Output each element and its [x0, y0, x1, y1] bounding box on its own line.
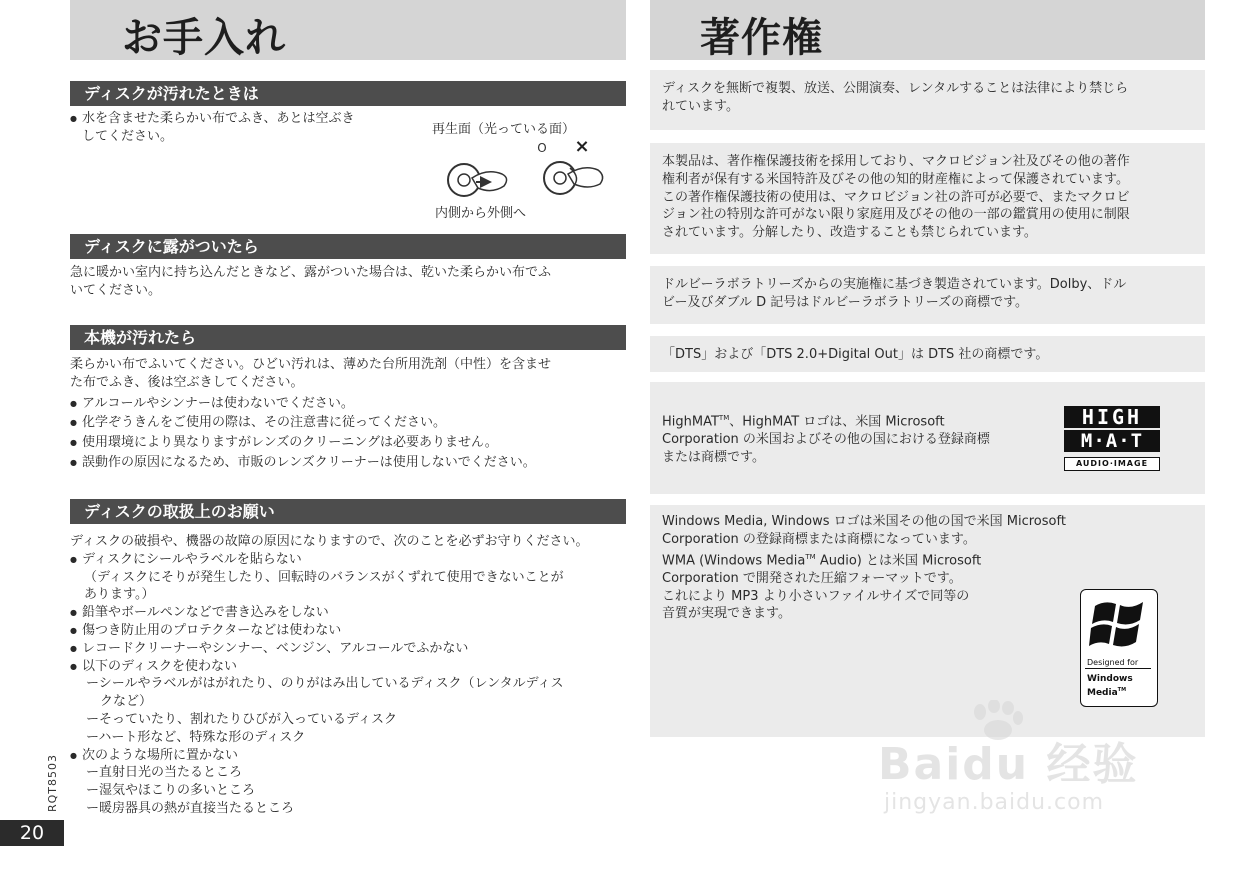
page-number: 20	[0, 820, 64, 846]
list-item: ● 誤動作の原因になるため、市販のレンズクリーナーは使用しないでください。	[70, 454, 626, 472]
disc-wiping-illustration	[432, 138, 612, 202]
list-item: ● 化学ぞうきんをご使用の際は、その注意書に従ってください。	[70, 414, 626, 432]
figure-caption-top: 再生面（光っている面）	[432, 122, 576, 137]
note-line: （ディスクにそりが発生したり、回転時のバランスがくずれて使用できないことが	[84, 569, 564, 585]
highmat-logo-line3: AUDIO·IMAGE	[1064, 457, 1160, 471]
logo-windows: Windows	[1087, 674, 1133, 684]
section-heading-condensation: ディスクに露がついたら	[70, 234, 626, 259]
sub-item: ー湿気やほこりの多いところ	[86, 783, 256, 799]
windows-media-logo	[1080, 589, 1158, 707]
highmat-text	[662, 410, 1052, 467]
section-heading-unit-dirty: 本機が汚れたら	[70, 325, 626, 350]
ng-mark: ×	[574, 138, 590, 157]
list-item: ● 水を含ませた柔らかい布でふき、あとは空ぶき	[70, 110, 410, 128]
sub-item: ー暖房器具の熱が直接当たるところ	[86, 800, 295, 816]
document-code: RQT8503	[46, 753, 59, 812]
text-fragment: WMA (Windows Media	[662, 552, 806, 568]
watermark-main: Baidu 经验	[878, 739, 1139, 790]
text-fragment: HighMAT	[662, 414, 719, 430]
text-line: 本製品は、著作権保護技術を採用しており、マクロビジョン社及びその他の著作	[662, 154, 1130, 169]
section-heading-disc-dirty: ディスクが汚れたときは	[70, 81, 626, 106]
list-item: ● 傷つき防止用のプロテクターなどは使わない	[70, 622, 630, 640]
text-line: この著作権保護技術の使用は、マクロビジョン社の許可が必要で、またマクロビ	[662, 189, 1130, 205]
text-line: た布でふき、後は空ぶきしてください。	[70, 374, 304, 390]
text-line: Corporation の米国およびその他の国における登録商標	[662, 432, 990, 448]
highmat-logo-line1: HIGH	[1064, 406, 1160, 428]
trademark-mark: TM	[805, 552, 816, 561]
logo-designed-for: Designed for	[1087, 658, 1139, 667]
title-bar-copyright	[650, 0, 1205, 60]
text-line: 「DTS」および「DTS 2.0+Digital Out」は DTS 社の商標です。	[662, 347, 1049, 362]
figure-caption-bottom: 内側から外側へ	[435, 206, 527, 221]
disc-dirty-text	[70, 110, 410, 146]
text-fragment: 、HighMAT ロゴは、米国 Microsoft	[729, 414, 945, 430]
baidu-watermark	[878, 700, 1178, 830]
text-line: ディスクの破損や、機器の故障の原因になりますので、次のことを必ずお守りください。	[70, 534, 589, 549]
highmat-logo	[1064, 406, 1160, 476]
highmat-box	[650, 382, 1205, 494]
dts-box	[650, 336, 1205, 372]
text-line: ジョン社の特別な許可がない限り家庭用及びその他の一部の鑑賞用の使用に制限	[662, 207, 1130, 223]
unit-dirty-text	[70, 356, 626, 472]
ok-mark: O	[537, 141, 547, 155]
windows-flag-icon	[1089, 596, 1149, 652]
logo-trademark: TM	[1117, 687, 1127, 693]
section-heading-disc-handling: ディスクの取扱上のお願い	[70, 499, 626, 524]
trademark-mark: TM	[718, 414, 730, 422]
highmat-logo-line2: M·A·T	[1064, 430, 1160, 452]
list-item: ● ディスクにシールやラベルを貼らない	[70, 551, 630, 569]
text-line: 柔らかい布でふいてください。ひどい汚れは、薄めた台所用洗剤（中性）を含ませ	[70, 357, 552, 372]
logo-divider	[1085, 668, 1151, 669]
text-line: Corporation で開発された圧縮フォーマットです。	[662, 570, 962, 586]
sub-item: ーシールやラベルがはがれたり、のりがはみ出しているディスク（レンタルディス	[86, 676, 564, 692]
disc-ng-illustration	[544, 162, 603, 194]
logo-media: Media	[1087, 688, 1118, 698]
page-title-copyright: 著作権	[700, 15, 823, 61]
condensation-text	[70, 264, 626, 300]
text-fragment: Audio) とは米国 Microsoft	[815, 552, 982, 568]
list-item: ● 使用環境により異なりますがレンズのクリーニングは必要ありません。	[70, 434, 626, 452]
text-line: または商標です。	[662, 449, 765, 465]
list-item: ● 以下のディスクを使わない	[70, 658, 630, 676]
text-line: 権利者が保有する米国特許及びその他の知的財産権によって保護されています。	[662, 171, 1129, 187]
list-item: ● 次のような場所に置かない	[70, 747, 630, 765]
list-item: ● レコードクリーナーやシンナー、ベンジン、アルコールでふかない	[70, 640, 630, 658]
text-line: 急に暖かい室内に持ち込んだときなど、露がついた場合は、乾いた柔らかい布でふ	[70, 265, 552, 280]
sub-item-continued: クなど）	[100, 694, 153, 710]
dolby-box	[650, 266, 1205, 324]
text-line: れています。	[662, 98, 739, 114]
text-line: Windows Media, Windows ロゴは米国その他の国で米国 Microsoft	[662, 514, 1066, 529]
disc-ok-illustration	[448, 164, 507, 196]
watermark-url: jingyan.baidu.com	[884, 790, 1105, 815]
sub-item: ーそっていたり、割れたりひびが入っているディスク	[86, 711, 397, 727]
page-title-care: お手入れ	[122, 15, 286, 61]
text-line: ディスクを無断で複製、放送、公開演奏、レンタルすることは法律により禁じら	[662, 81, 1129, 96]
sub-item: ーハート形など、特殊な形のディスク	[86, 729, 306, 745]
list-item: ● 鉛筆やボールペンなどで書き込みをしない	[70, 604, 630, 622]
text-line: Corporation の登録商標または商標になっています。	[662, 531, 976, 547]
text-line: これにより MP3 より小さいファイルサイズで同等の	[662, 588, 970, 604]
text-line: 音質が実現できます。	[662, 606, 791, 622]
text-line: ドルビーラボラトリーズからの実施権に基づき製造されています。Dolby、ドル	[662, 277, 1127, 292]
text-line: されています。分解したり、改造することも禁じられています。	[662, 225, 1037, 241]
macrovision-box	[650, 143, 1205, 254]
title-bar-care	[70, 0, 626, 60]
left-column	[70, 0, 626, 816]
list-item: ● アルコールやシンナーは使わないでください。	[70, 395, 626, 413]
note-line: あります。）	[84, 587, 155, 603]
copyright-notice-box	[650, 70, 1205, 130]
sub-item: ー直射日光の当たるところ	[86, 765, 243, 781]
right-column	[650, 0, 1205, 698]
disc-handling-text	[70, 533, 630, 818]
text-line: ビー及びダブル D 記号はドルビーラボラトリーズの商標です。	[662, 294, 1029, 310]
text-line: いてください。	[70, 282, 162, 298]
list-item-continued: してください。	[82, 128, 174, 144]
